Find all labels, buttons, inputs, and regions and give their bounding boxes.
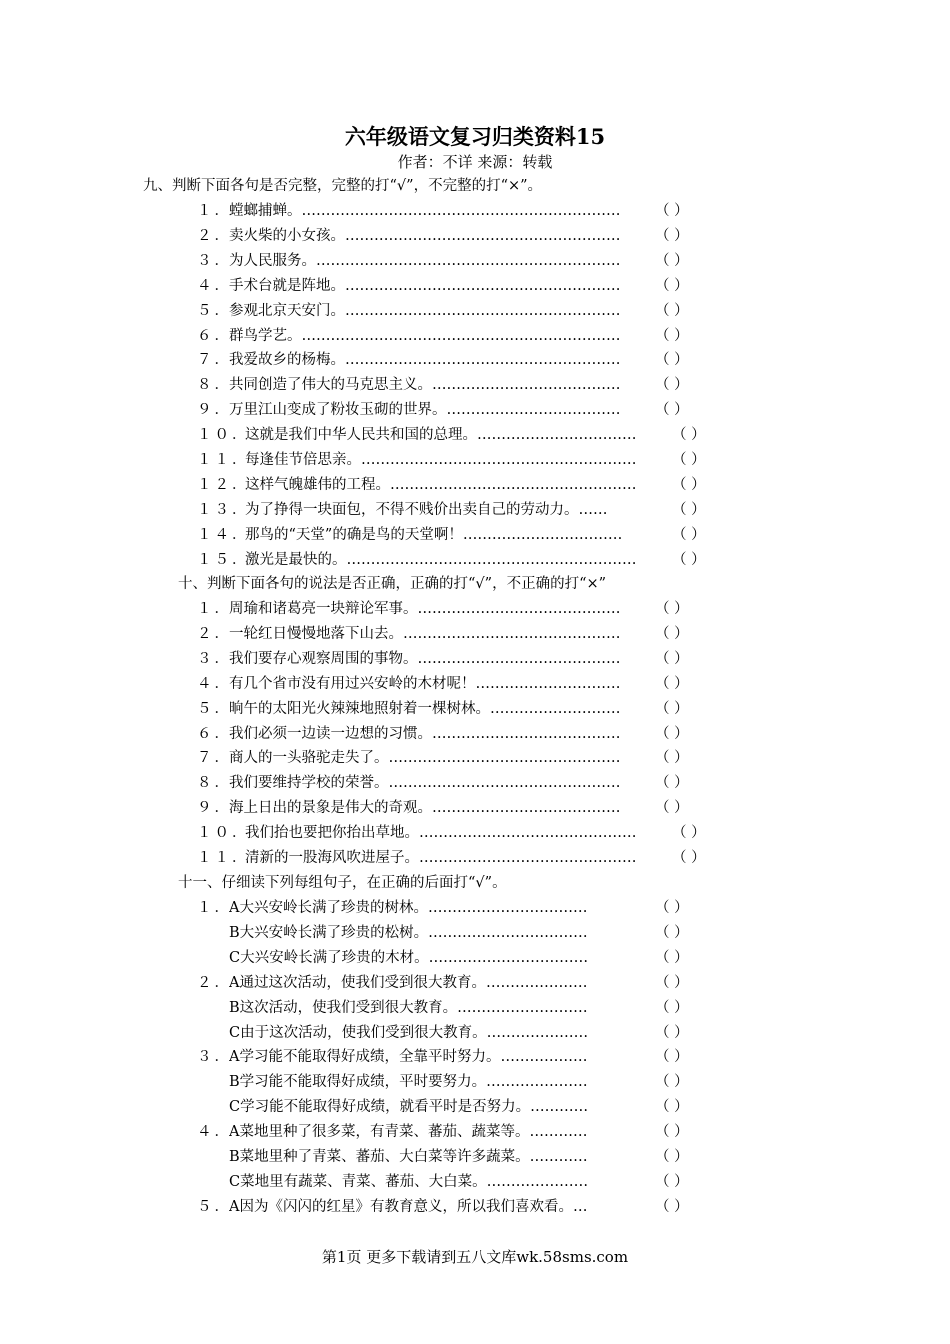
question-item [197, 823, 717, 843]
question-number: ４． [197, 277, 232, 294]
answer-blank[interactable]: （ ） [655, 1124, 689, 1141]
answer-blank[interactable]: （ ） [655, 1198, 689, 1215]
answer-blank[interactable]: （ ） [655, 775, 689, 792]
answer-blank[interactable]: （ ） [655, 974, 689, 991]
answer-blank[interactable]: （ ） [655, 227, 689, 244]
answer-blank[interactable]: （ ） [655, 1024, 689, 1041]
question-item [197, 276, 717, 296]
answer-blank[interactable]: （ ） [655, 1099, 689, 1116]
question-number: ５． [197, 1198, 232, 1215]
question-item [197, 1047, 717, 1067]
answer-blank[interactable]: （ ） [672, 526, 706, 543]
question-item [197, 773, 717, 793]
question-number: ８． [197, 775, 232, 792]
question-text: A菜地里种了很多菜，有青菜、蕃茄、蔬菜等。………… [229, 1124, 588, 1141]
question-item [197, 500, 717, 520]
answer-blank[interactable]: （ ） [655, 999, 689, 1016]
question-item [197, 848, 717, 868]
question-number: １０． [197, 825, 250, 842]
question-text: 这就是我们中华人民共和国的总理。…………………………… [245, 427, 637, 444]
question-number: ２． [197, 625, 232, 642]
question-number: ３． [197, 252, 232, 269]
question-item [197, 649, 717, 669]
question-text: 共同创造了伟大的马克思主义。………………………………… [229, 377, 621, 394]
question-number: ５． [197, 700, 232, 717]
section-heading: 九、判断下面各句是否完整，完整的打“√”，不完整的打“×”。 [143, 178, 543, 194]
question-item [197, 998, 717, 1018]
question-number: ７． [197, 352, 232, 369]
answer-blank[interactable]: （ ） [655, 352, 689, 369]
answer-blank[interactable]: （ ） [655, 725, 689, 742]
question-text: C菜地里有蔬菜、青菜、蕃茄、大白菜。………………… [229, 1173, 589, 1190]
question-number: ４． [197, 1124, 232, 1141]
question-number: １． [197, 203, 232, 219]
question-item [197, 1122, 717, 1142]
question-text: 手术台就是阵地。………………………………………………… [229, 277, 621, 294]
answer-blank[interactable]: （ ） [672, 825, 706, 842]
question-number: １． [197, 601, 232, 617]
question-item [197, 226, 717, 246]
answer-blank[interactable]: （ ） [672, 452, 706, 468]
question-item [197, 550, 717, 570]
question-text: 为了挣得一块面包，不得不贱价出卖自己的劳动力。…… [245, 501, 608, 518]
question-item [197, 375, 717, 395]
answer-blank[interactable]: （ ） [655, 327, 689, 344]
question-item [197, 674, 717, 694]
answer-blank[interactable]: （ ） [672, 850, 706, 866]
answer-blank[interactable]: （ ） [672, 476, 706, 493]
question-number: １２． [197, 476, 250, 493]
question-text: 有几个省市没有用过兴安岭的木材呢！………………………… [229, 675, 621, 692]
question-text: A大兴安岭长满了珍贵的树林。…………………………… [229, 900, 588, 916]
question-item [197, 624, 717, 644]
answer-blank[interactable]: （ ） [655, 700, 689, 717]
question-text: B大兴安岭长满了珍贵的松树。…………………………… [229, 924, 588, 941]
question-text: 我们抬也要把你抬出草地。……………………………………… [245, 825, 637, 842]
question-number: ５． [197, 302, 232, 319]
question-number: ９． [197, 800, 232, 817]
answer-blank[interactable]: （ ） [655, 252, 689, 269]
question-number: ２． [197, 974, 232, 991]
question-item [197, 201, 717, 221]
answer-blank[interactable]: （ ） [655, 800, 689, 817]
answer-blank[interactable]: （ ） [655, 650, 689, 667]
question-number: ７． [197, 750, 232, 767]
question-item [197, 450, 717, 470]
question-number: ３． [197, 1049, 232, 1066]
question-text: 为人民服务。……………………………………………………… [229, 252, 621, 269]
answer-blank[interactable]: （ ） [655, 949, 689, 966]
question-item [197, 475, 717, 495]
question-item [197, 699, 717, 719]
question-text: 清新的一股海风吹进屋子。……………………………………… [245, 850, 637, 866]
question-item [197, 798, 717, 818]
question-number: ８． [197, 377, 232, 394]
answer-blank[interactable]: （ ） [655, 750, 689, 767]
question-item [197, 1072, 717, 1092]
question-item [197, 724, 717, 744]
section-heading: 十、判断下面各句的说法是否正确，正确的打“√”，不正确的打“×” [178, 576, 607, 592]
question-text: C大兴安岭长满了珍贵的木材。…………………………… [229, 949, 589, 966]
question-text: A学习能不能取得好成绩，全靠平时努力。……………… [229, 1049, 588, 1066]
answer-blank[interactable]: （ ） [655, 1149, 689, 1165]
question-text: A通过这次活动，使我们受到很大教育。………………… [229, 974, 588, 991]
question-text: 螳螂捕蝉。………………………………………………………… [229, 203, 621, 219]
question-number: ６． [197, 327, 232, 344]
question-item [197, 748, 717, 768]
answer-blank[interactable]: （ ） [655, 277, 689, 294]
question-text: 激光是最快的。…………………………………………………… [245, 551, 637, 568]
question-number: ９． [197, 402, 232, 419]
question-number: ４． [197, 675, 232, 692]
question-number: ３． [197, 650, 232, 667]
question-item [197, 400, 717, 420]
question-item [197, 948, 717, 968]
question-text: B菜地里种了青菜、蕃茄、大白菜等许多蔬菜。………… [229, 1149, 588, 1165]
question-text: 晌午的太阳光火辣辣地照射着一棵树林。……………………… [229, 700, 621, 717]
question-item [197, 425, 717, 445]
question-text: 那鸟的“天堂”的确是鸟的天堂啊！…………………………… [245, 526, 623, 543]
question-item [197, 1172, 717, 1192]
section-heading: 十一、仔细读下列每组句子，在正确的后面打“√”。 [178, 875, 507, 891]
answer-blank[interactable]: （ ） [655, 203, 689, 219]
question-text: B学习能不能取得好成绩，平时要努力。………………… [229, 1074, 588, 1091]
question-number: ６． [197, 725, 232, 742]
answer-blank[interactable]: （ ） [655, 601, 689, 617]
question-text: 参观北京天安门。………………………………………………… [229, 302, 621, 319]
question-text: 我们要存心观察周围的事物。…………………………………… [229, 650, 621, 667]
answer-blank[interactable]: （ ） [655, 1074, 689, 1091]
question-text: 我们要维持学校的荣誉。………………………………………… [229, 775, 621, 792]
question-number: １５． [197, 551, 250, 568]
answer-blank[interactable]: （ ） [672, 427, 706, 444]
question-item [197, 350, 717, 370]
answer-blank[interactable]: （ ） [655, 377, 689, 394]
question-text: 我们必须一边读一边想的习惯。………………………………… [229, 725, 621, 742]
question-item [197, 251, 717, 271]
question-item [197, 1197, 717, 1217]
answer-blank[interactable]: （ ） [655, 675, 689, 692]
question-number: ２． [197, 227, 232, 244]
question-number: １４． [197, 526, 250, 543]
answer-blank[interactable]: （ ） [655, 924, 689, 941]
question-text: C由于这次活动，使我们受到很大教育。………………… [229, 1024, 589, 1041]
question-text: 我爱故乡的杨梅。………………………………………………… [229, 352, 621, 369]
question-text: 一轮红日慢慢地落下山去。……………………………………… [229, 625, 621, 642]
question-text: A因为《闪闪的红星》有教育意义，所以我们喜欢看。… [229, 1198, 588, 1215]
question-number: １０． [197, 427, 250, 444]
question-text: 海上日出的景象是伟大的奇观。………………………………… [229, 800, 621, 817]
question-item [197, 326, 717, 346]
answer-blank[interactable]: （ ） [655, 900, 689, 916]
question-item [197, 923, 717, 943]
question-item [197, 898, 717, 918]
question-text: 万里江山变成了粉妆玉砌的世界。……………………………… [229, 402, 621, 419]
question-item [197, 525, 717, 545]
question-text: 周瑜和诸葛亮一块辩论军事。…………………………………… [229, 601, 621, 617]
answer-blank[interactable]: （ ） [672, 551, 706, 568]
answer-blank[interactable]: （ ） [655, 1049, 689, 1066]
question-text: 每逢佳节倍思亲。………………………………………………… [245, 452, 637, 468]
question-number: １． [197, 900, 232, 916]
document-title: 六年级语文复习归类资料15 [344, 124, 606, 149]
question-text: 群鸟学艺。………………………………………………………… [229, 327, 621, 344]
question-number: １１． [197, 850, 250, 866]
question-item [197, 1147, 717, 1167]
answer-blank[interactable]: （ ） [655, 625, 689, 642]
question-text: B这次活动，使我们受到很大教育。……………………… [229, 999, 588, 1016]
question-item [197, 973, 717, 993]
page-footer: 第1页 更多下载请到五八文库wk.58sms.com [321, 1248, 629, 1266]
answer-blank[interactable]: （ ） [655, 302, 689, 319]
question-item [197, 1023, 717, 1043]
question-number: １１． [197, 452, 250, 468]
document-byline: 作者：不详 来源：转载 [397, 153, 553, 171]
question-number: １３． [197, 501, 250, 518]
question-text: 商人的一头骆驼走失了。………………………………………… [229, 750, 621, 767]
answer-blank[interactable]: （ ） [672, 501, 706, 518]
question-text: C学习能不能取得好成绩，就看平时是否努力。………… [229, 1099, 589, 1116]
question-item [197, 1097, 717, 1117]
answer-blank[interactable]: （ ） [655, 1173, 689, 1190]
question-text: 这样气魄雄伟的工程。…………………………………………… [245, 476, 637, 493]
question-text: 卖火柴的小女孩。………………………………………………… [229, 227, 621, 244]
answer-blank[interactable]: （ ） [655, 402, 689, 419]
question-item [197, 599, 717, 619]
question-item [197, 301, 717, 321]
